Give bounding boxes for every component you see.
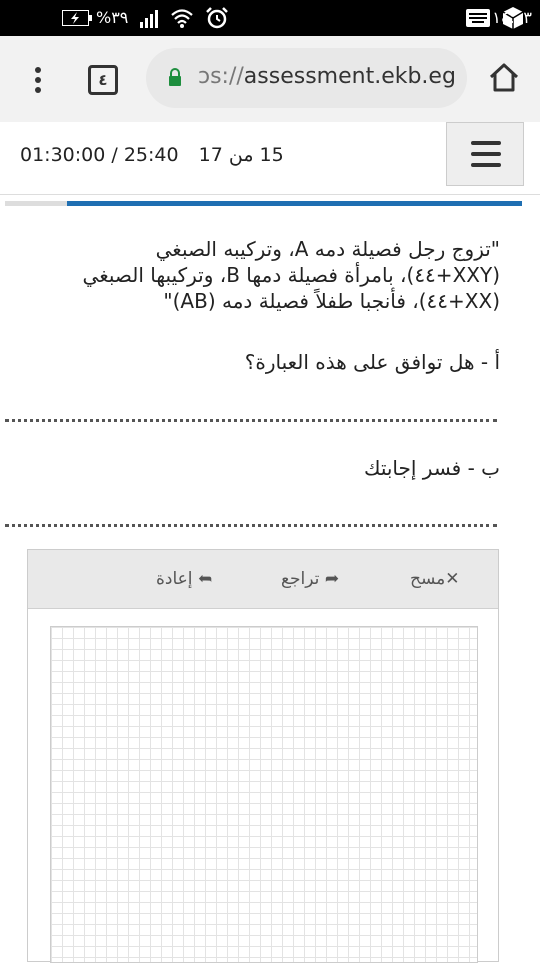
lock-icon <box>168 68 182 86</box>
tab-switcher-button[interactable]: ٤ <box>88 65 118 95</box>
question-line: (XXY+٤٤)، بامرأة فصيلة دمها B، وتركيبها الصبغي <box>82 263 500 287</box>
status-bar <box>0 0 540 36</box>
canvas-toolbar <box>28 550 498 609</box>
progress-bar <box>5 201 522 206</box>
question-counter: 15 من 17 <box>198 144 284 166</box>
signal-icon <box>138 6 162 30</box>
drawing-canvas <box>27 549 499 962</box>
address-bar[interactable] <box>146 48 467 108</box>
browser-toolbar <box>0 36 540 123</box>
timer-text: 01:30:00 / 25:40 <box>20 144 179 166</box>
more-options-icon[interactable] <box>30 67 46 93</box>
keyboard-icon <box>466 9 490 27</box>
part-b-text: ب - فسر إجابتك <box>363 456 500 480</box>
question-line: (XX+٤٤)، فأنجبا طفلاً فصيلة دمه (AB)" <box>163 289 500 313</box>
arrow-forward-icon: ➦ <box>324 569 340 589</box>
answer-line-b <box>5 524 497 527</box>
status-time: ١٤:٠٣ <box>492 8 532 27</box>
menu-button[interactable] <box>446 122 524 186</box>
progress-fill <box>67 201 522 206</box>
battery-charging-icon <box>62 10 92 26</box>
reply-icon: ➦ <box>197 569 213 589</box>
close-icon: ✕ <box>445 569 460 589</box>
battery-percent: %٣٩ <box>96 8 129 27</box>
clear-button[interactable]: ✕مسح <box>410 569 460 589</box>
question-line: "تزوج رجل فصيلة دمه A، وتركيبه الصبغي <box>155 237 500 261</box>
redo-button[interactable]: ➦ إعادة <box>156 569 213 589</box>
answer-line-a <box>5 419 497 422</box>
home-icon[interactable] <box>488 62 520 92</box>
question-text <box>20 236 500 314</box>
undo-button[interactable]: ➦ تراجع <box>281 569 340 589</box>
wifi-icon <box>170 6 194 30</box>
url-text: ɔs://assessment.ekb.eg <box>198 64 456 89</box>
drawing-grid[interactable] <box>50 626 478 963</box>
quiz-timer <box>20 144 284 166</box>
quiz-header <box>0 122 540 195</box>
part-a-text: أ - هل توافق على هذه العبارة؟ <box>244 350 500 374</box>
alarm-icon <box>205 6 229 30</box>
